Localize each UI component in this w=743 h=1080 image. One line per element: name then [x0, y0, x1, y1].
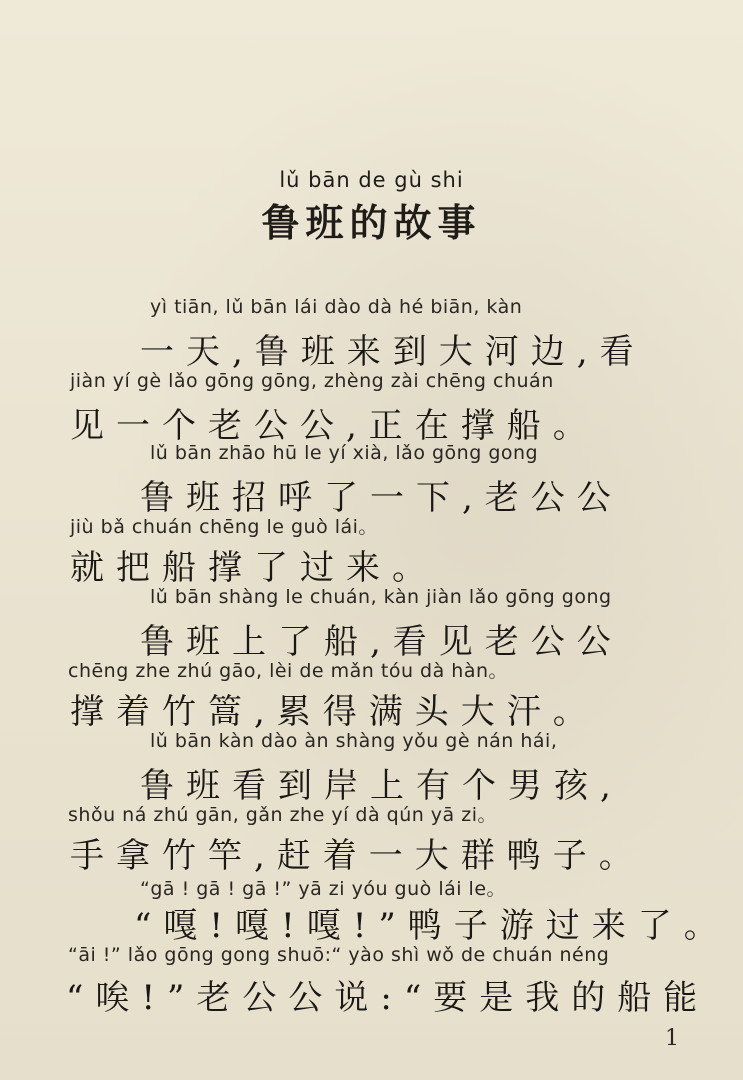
text-line-pinyin: shǒu ná zhú gān, gǎn zhe yí dà qún yā zi。 [68, 804, 497, 826]
text-line-chinese: 鲁班上了船,看见老公公 [140, 622, 623, 662]
text-line-chinese: “嘎!嘎!嘎!”鸭子游过来了。 [134, 906, 730, 946]
text-line-pinyin: lǔ bān shàng le chuán, kàn jiàn lǎo gōng gong [150, 586, 612, 608]
text-line-chinese: 手拿竹竿,赶着一大群鸭子。 [70, 836, 645, 876]
text-line-chinese: “唉!”老公公说:“要是我的船能 [66, 978, 710, 1018]
text-line-chinese: 撑着竹篙,累得满头大汗。 [70, 692, 599, 732]
text-line-pinyin: “āi !” lǎo gōng gong shuō:“ yào shì wǒ de chuán néng [68, 944, 610, 966]
text-line-pinyin: lǔ bān zhāo hū le yí xià, lǎo gōng gong [150, 442, 539, 464]
text-line-pinyin: jiàn yí gè lǎo gōng gōng, zhèng zài chēng chuán [70, 370, 554, 392]
text-line-pinyin: “gā ! gā ! gā !” yā zi yóu guò lái le。 [140, 878, 507, 900]
page-title: 鲁班的故事 [261, 200, 482, 245]
text-line-chinese: 就把船撑了过来。 [70, 548, 438, 588]
text-line-pinyin: chēng zhe zhú gāo, lèi de mǎn tóu dà hàn。 [68, 660, 509, 682]
text-line-pinyin: yì tiān, lǔ bān lái dào dà hé biān, kàn [150, 296, 523, 318]
text-line-chinese: 见一个老公公,正在撑船。 [70, 406, 599, 446]
text-line-chinese: 鲁班看到岸上有个男孩, [140, 766, 623, 806]
page-number: 1 [665, 1026, 679, 1051]
text-line-chinese: 鲁班招呼了一下,老公公 [140, 478, 623, 518]
text-line-pinyin: jiù bǎ chuán chēng le guò lái。 [70, 516, 378, 538]
text-line-chinese: 一天,鲁班来到大河边,看 [140, 332, 646, 372]
text-line-pinyin: lǔ bān kàn dào àn shàng yǒu gè nán hái, [150, 730, 558, 752]
title-pinyin: lǔ bān de gù shi [279, 168, 464, 192]
